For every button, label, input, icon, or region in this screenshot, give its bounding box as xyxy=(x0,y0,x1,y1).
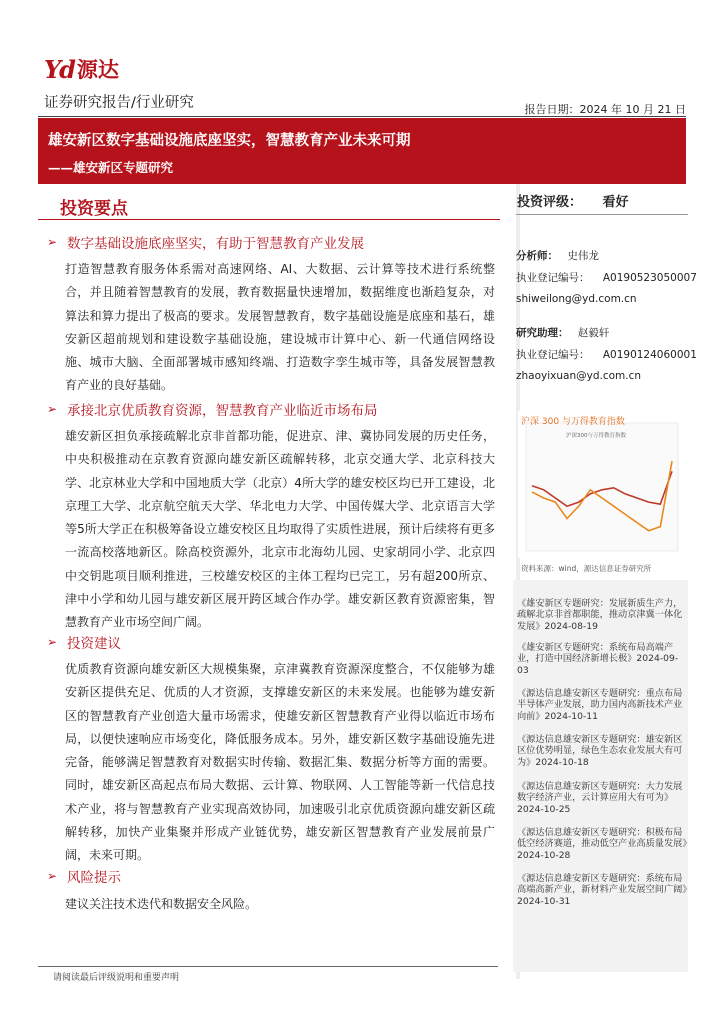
brand-name: 源达 xyxy=(76,58,119,82)
footer-divider xyxy=(38,966,498,967)
bullet-heading-1 xyxy=(47,232,364,252)
investment-rating xyxy=(517,191,629,210)
chevron-right-icon: ➢ xyxy=(47,869,58,883)
paragraph-3: 优质教育资源向雄安新区大规模集聚，京津冀教育资源深度整合，不仅能够为雄安新区提供充足、优质的人才资源，支撑雄安新区的未来发展。也能够为雄安新区的智慧教育产业创造大量市场需求，使雄安新区智慧教育产业得以临近市场布局，以便快速响应市场变化，降低服务成本。另外，雄安新区数字基础设施先进完备，能够满足智慧教育对数据实时传输、数据汇集、数据分析等方面的需要。同时，雄安新区高起点布局大数据、云计算、物联网、人工智能等新一代信息技术产业，将与智慧教育产业实现高效协同，加速吸引北京优质资源向雄安新区疏解转移，加快产业集聚并形成产业链优势，雄安新区智慧教育产业发展前景广阔，未来可期。 xyxy=(65,662,495,863)
analyst-email[interactable]: shiweilong@yd.com.cn xyxy=(516,293,637,305)
footer-note: 请阅读最后评级说明和重要声明 xyxy=(53,973,180,983)
rating-divider xyxy=(516,214,688,215)
related-report[interactable]: 《源达信息雄安新区专题研究：系统布局高端高新产业，新材料产业发展空间广阔》2024-10-31 xyxy=(517,873,687,907)
assistant-line xyxy=(516,325,609,340)
assistant-reg-line xyxy=(516,347,697,362)
chevron-right-icon: ➢ xyxy=(47,402,58,416)
bullet-heading-text: 风险提示 xyxy=(67,870,121,886)
reg-number: A0190523050007 xyxy=(602,272,697,284)
doc-type: 证券研究报告/行业研究 xyxy=(44,95,194,111)
rating-value: 看好 xyxy=(602,195,629,210)
brand-logo xyxy=(44,54,119,84)
related-report[interactable]: 《雄安新区专题研究：发展新质生产力，疏解北京非首都职能，推动京津冀一体化发展》2024-08-19 xyxy=(517,598,683,632)
related-report[interactable]: 《源达信息雄安新区专题研究：重点布局半导体产业发展，助力国内高新技术产业向前》2024-10-11 xyxy=(517,688,683,722)
title-banner xyxy=(38,118,686,184)
report-title: 雄安新区数字基础设施底座坚实，智慧教育产业未来可期 xyxy=(48,133,411,149)
assistant-label: 研究助理： xyxy=(516,327,569,339)
reg-number: A0190124060001 xyxy=(602,349,697,361)
paragraph-2: 雄安新区担负承接疏解北京非首都功能，促进京、津、冀协同发展的历史任务，中央积极推动在京教育资源向雄安新区疏解转移，北京交通大学、北京科技大学、北京林业大学和中国地质大学（北京）4所大学的雄安校区均已开工建设，北京理工大学、北京航空航天大学、华北电力大学、中国传媒大学、北京语言大学等5所大学正在积极筹备设立雄安校区且均取得了实质性进展，预计后续将有更多一流高校落地新区。除高校资源外，北京市北海幼儿园、史家胡同小学、北京四中交钥匙项目顺利推进，三校雄安校区的主体工程均已完工，另有超200所京、津中小学和幼儿园与雄安新区展开跨区域合作办学。雄安新区教育资源密集，智慧教育产业市场空间广阔。 xyxy=(65,429,495,630)
rating-label: 投资评级： xyxy=(517,195,583,210)
assistant-email[interactable]: zhaoyixuan@yd.com.cn xyxy=(516,370,642,382)
bullet-heading-2 xyxy=(47,399,378,419)
section-divider xyxy=(38,219,500,220)
index-chart-svg xyxy=(518,411,686,558)
reg-label: 执业登记编号： xyxy=(516,272,590,284)
chevron-right-icon: ➢ xyxy=(47,635,58,649)
brand-mark: Yd xyxy=(44,54,74,84)
bullet-heading-text: 投资建议 xyxy=(67,636,121,652)
bullet-heading-text: 承接北京优质教育资源，智慧教育产业临近市场布局 xyxy=(67,403,378,419)
assistant-name: 赵毅轩 xyxy=(577,327,610,339)
index-chart xyxy=(518,411,686,558)
bullet-heading-4 xyxy=(47,866,121,886)
analyst-line xyxy=(516,248,599,263)
reg-label: 执业登记编号： xyxy=(516,349,590,361)
related-report[interactable]: 《雄安新区专题研究：系统布局高端产业，打造中国经济新增长极》2024-09-03 xyxy=(517,642,679,676)
paragraph-4: 建议关注技术迭代和数据安全风险。 xyxy=(65,897,258,911)
bullet-heading-3 xyxy=(47,632,121,652)
analyst-reg-line xyxy=(516,270,697,285)
chart-source: 资料来源：wind，源达信息证券研究所 xyxy=(521,564,652,573)
chart-frame xyxy=(526,423,678,551)
header-divider xyxy=(38,116,686,117)
section-title: 投资要点 xyxy=(60,199,128,219)
related-report[interactable]: 《源达信息雄安新区专题研究：大力发展数字经济产业，云计算应用大有可为》2024-10-25 xyxy=(517,781,683,815)
report-date: 报告日期：2024 年 10 月 21 日 xyxy=(524,103,686,116)
paragraph-1: 打造智慧教育服务体系需对高速网络、AI、大数据、云计算等技术进行系统整合，并且随着智慧教育的发展，教育数据量快速增加，数据维度也渐趋复杂，对算法和算力提出了极高的要求。发展智慧教育，数字基础设施是底座和基石，雄安新区超前规划和建设数字基础设施，建设城市计算中心、新一代通信网络设施、城市大脑、全面部署城市感知终端、打造数字孪生城市等，具备发展智慧教育产业的良好基础。 xyxy=(65,262,495,393)
analyst-label: 分析师： xyxy=(516,250,558,262)
chart-title: 沪深300与万得教育指数 xyxy=(566,433,626,439)
bullet-heading-text: 数字基础设施底座坚实，有助于智慧教育产业发展 xyxy=(67,236,364,252)
chart-label: 沪深 300 与万得教育指数 xyxy=(521,417,625,427)
related-report[interactable]: 《源达信息雄安新区专题研究：积极布局低空经济赛道，推动低空产业高质量发展》2024-10-28 xyxy=(517,827,687,861)
analyst-name: 史伟龙 xyxy=(567,250,599,262)
related-reports-panel xyxy=(513,580,688,972)
report-subtitle: ——雄安新区专题研究 xyxy=(48,160,174,175)
chevron-right-icon: ➢ xyxy=(47,235,58,249)
related-report[interactable]: 《源达信息雄安新区专题研究：雄安新区区位优势明显，绿色生态农业发展大有可为》2024-10-18 xyxy=(517,734,683,768)
